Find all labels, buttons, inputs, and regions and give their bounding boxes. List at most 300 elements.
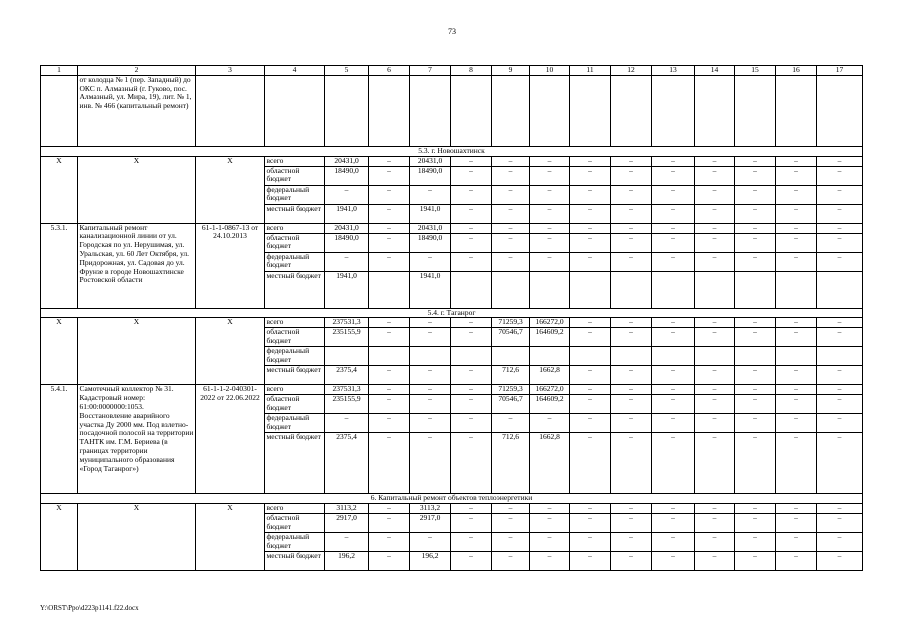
table-cell (410, 75, 451, 146)
value-cell: – (570, 223, 611, 233)
value-cell: – (492, 156, 530, 166)
value-cell: – (369, 385, 410, 395)
value-cell: – (652, 204, 695, 223)
value-cell: – (611, 166, 652, 185)
x-mark: X (78, 504, 196, 571)
x-mark: X (78, 156, 196, 223)
table-cell (369, 75, 410, 146)
value-cell: 70546,7 (492, 395, 530, 414)
value-cell (695, 271, 735, 308)
value-cell: – (735, 252, 776, 271)
column-number: 6 (369, 66, 410, 76)
value-cell: – (410, 433, 451, 494)
value-cell: – (369, 366, 410, 385)
value-cell: – (652, 185, 695, 204)
value-cell: – (570, 204, 611, 223)
funding-source-label: всего (265, 223, 325, 233)
column-number: 11 (570, 66, 611, 76)
value-cell (451, 347, 492, 366)
funding-source-label: федеральный бюджет (265, 347, 325, 366)
value-cell: – (530, 414, 570, 433)
section-row (41, 308, 863, 318)
funding-source-label: федеральный бюджет (265, 252, 325, 271)
value-cell: 3113,2 (325, 504, 369, 514)
table-cell (265, 75, 325, 146)
value-cell: – (735, 533, 776, 552)
value-cell (570, 347, 611, 366)
value-cell: – (570, 166, 611, 185)
funding-source-label: областной бюджет (265, 166, 325, 185)
value-cell: – (652, 504, 695, 514)
value-cell: – (776, 223, 817, 233)
value-cell: 164609,2 (530, 395, 570, 414)
value-cell: – (652, 552, 695, 571)
value-cell: – (817, 252, 863, 271)
value-cell: – (776, 504, 817, 514)
value-cell: – (735, 233, 776, 252)
value-cell: – (817, 204, 863, 223)
value-cell: – (410, 366, 451, 385)
value-cell: – (652, 433, 695, 494)
value-cell: – (652, 166, 695, 185)
value-cell: – (776, 395, 817, 414)
header-row (41, 66, 863, 76)
value-cell: – (817, 414, 863, 433)
value-cell: – (325, 533, 369, 552)
value-cell: 20431,0 (325, 223, 369, 233)
value-cell: – (611, 552, 652, 571)
value-cell: – (492, 533, 530, 552)
value-cell: – (492, 166, 530, 185)
value-cell (410, 347, 451, 366)
value-cell: – (735, 395, 776, 414)
value-cell: – (776, 328, 817, 347)
value-cell: – (776, 204, 817, 223)
column-number: 1 (41, 66, 78, 76)
table-cell (570, 75, 611, 146)
value-cell: – (611, 328, 652, 347)
object-name: от колодца № 1 (пер. Западный) до ОКС п. Алмазный (г. Гуково, пос. Алмазный, ул. Мира, 19), лит. № 1, инв. № 466 (капитальный ремонт) (78, 75, 196, 146)
value-cell: – (492, 414, 530, 433)
object-document: 61-1-1-0867-13 от 24.10.2013 (196, 223, 265, 308)
value-cell: – (695, 533, 735, 552)
value-cell: 166272,0 (530, 318, 570, 328)
value-cell: – (817, 328, 863, 347)
column-number: 8 (451, 66, 492, 76)
funding-source-label: областной бюджет (265, 233, 325, 252)
section-row (41, 146, 863, 156)
value-cell: – (817, 318, 863, 328)
column-number: 13 (652, 66, 695, 76)
funding-source-label: всего (265, 504, 325, 514)
section-title: 5.3. г. Новошахтинск (41, 146, 863, 156)
value-cell: – (776, 552, 817, 571)
value-cell: – (776, 514, 817, 533)
value-cell: – (652, 233, 695, 252)
value-cell (652, 271, 695, 308)
value-cell: – (410, 318, 451, 328)
value-cell: – (492, 204, 530, 223)
value-cell: – (817, 395, 863, 414)
funding-source-label: областной бюджет (265, 514, 325, 533)
value-cell: – (369, 414, 410, 433)
value-cell: – (369, 204, 410, 223)
value-cell: – (611, 204, 652, 223)
value-cell: – (611, 414, 652, 433)
value-cell: – (451, 204, 492, 223)
value-cell: – (570, 252, 611, 271)
section-row (41, 494, 863, 504)
table-cell (652, 75, 695, 146)
value-cell: – (776, 185, 817, 204)
value-cell: – (735, 204, 776, 223)
budget-row-total (41, 156, 863, 166)
table-cell (530, 75, 570, 146)
table-cell (776, 75, 817, 146)
funding-source-label: местный бюджет (265, 204, 325, 223)
value-cell: 166272,0 (530, 385, 570, 395)
value-cell: – (735, 385, 776, 395)
value-cell: – (776, 385, 817, 395)
value-cell: 18490,0 (410, 166, 451, 185)
value-cell (611, 347, 652, 366)
value-cell: – (451, 252, 492, 271)
value-cell: – (817, 433, 863, 494)
value-cell: – (817, 514, 863, 533)
value-cell: – (695, 328, 735, 347)
value-cell: – (369, 166, 410, 185)
value-cell: – (611, 185, 652, 204)
value-cell: – (570, 385, 611, 395)
value-cell: – (369, 252, 410, 271)
value-cell: – (735, 156, 776, 166)
value-cell: – (369, 318, 410, 328)
value-cell: – (325, 252, 369, 271)
value-cell: – (410, 414, 451, 433)
column-number: 10 (530, 66, 570, 76)
value-cell: – (817, 533, 863, 552)
value-cell: – (652, 514, 695, 533)
table-cell (325, 75, 369, 146)
value-cell: 196,2 (410, 552, 451, 571)
budget-row-total (41, 504, 863, 514)
funding-source-label: всего (265, 318, 325, 328)
funding-source-label: местный бюджет (265, 552, 325, 571)
value-cell: – (611, 252, 652, 271)
value-cell (652, 347, 695, 366)
table-cell (492, 75, 530, 146)
x-mark: X (78, 318, 196, 385)
value-cell: – (492, 504, 530, 514)
column-number: 16 (776, 66, 817, 76)
value-cell: – (530, 552, 570, 571)
column-number: 17 (817, 66, 863, 76)
value-cell: – (611, 514, 652, 533)
value-cell: 235155,9 (325, 328, 369, 347)
value-cell: – (611, 366, 652, 385)
column-number: 2 (78, 66, 196, 76)
value-cell (492, 347, 530, 366)
value-cell: – (369, 433, 410, 494)
column-number: 15 (735, 66, 776, 76)
value-cell: – (652, 252, 695, 271)
value-cell: 18490,0 (325, 233, 369, 252)
value-cell: – (776, 156, 817, 166)
value-cell: – (570, 185, 611, 204)
value-cell: – (570, 233, 611, 252)
funding-source-label: местный бюджет (265, 366, 325, 385)
funding-source-label: областной бюджет (265, 328, 325, 347)
value-cell: – (369, 223, 410, 233)
value-cell: 20431,0 (325, 156, 369, 166)
value-cell: – (570, 318, 611, 328)
value-cell: – (776, 166, 817, 185)
value-cell: – (492, 552, 530, 571)
value-cell: – (735, 514, 776, 533)
value-cell: – (695, 504, 735, 514)
value-cell: – (570, 514, 611, 533)
value-cell: – (735, 328, 776, 347)
value-cell: – (570, 552, 611, 571)
value-cell (776, 347, 817, 366)
value-cell: – (735, 185, 776, 204)
value-cell: 2917,0 (410, 514, 451, 533)
column-number: 7 (410, 66, 451, 76)
value-cell (695, 347, 735, 366)
value-cell: – (652, 533, 695, 552)
value-cell: – (451, 366, 492, 385)
value-cell: – (492, 185, 530, 204)
value-cell (817, 347, 863, 366)
budget-row-total (41, 223, 863, 233)
value-cell: – (695, 185, 735, 204)
value-cell: – (410, 252, 451, 271)
funding-source-label: местный бюджет (265, 433, 325, 494)
value-cell: 235155,9 (325, 395, 369, 414)
value-cell: – (570, 156, 611, 166)
column-number: 12 (611, 66, 652, 76)
value-cell: – (611, 533, 652, 552)
value-cell: – (695, 252, 735, 271)
column-number: 14 (695, 66, 735, 76)
value-cell: – (570, 366, 611, 385)
value-cell: 1662,8 (530, 366, 570, 385)
value-cell: – (492, 233, 530, 252)
value-cell: – (652, 156, 695, 166)
section-title: 6. Капитальный ремонт объектов теплоэнергетики (41, 494, 863, 504)
value-cell: – (530, 252, 570, 271)
value-cell: – (369, 156, 410, 166)
value-cell: 20431,0 (410, 223, 451, 233)
value-cell: 2375,4 (325, 366, 369, 385)
value-cell: – (652, 223, 695, 233)
value-cell: – (451, 233, 492, 252)
value-cell: – (776, 533, 817, 552)
value-cell (369, 347, 410, 366)
value-cell: – (451, 552, 492, 571)
funding-source-label: федеральный бюджет (265, 414, 325, 433)
value-cell: – (325, 185, 369, 204)
x-mark: X (196, 318, 265, 385)
funding-source-label: всего (265, 385, 325, 395)
value-cell: – (776, 252, 817, 271)
value-cell: 237531,3 (325, 318, 369, 328)
value-cell: – (451, 504, 492, 514)
funding-source-label: местный бюджет (265, 271, 325, 308)
value-cell: – (652, 385, 695, 395)
value-cell: 2375,4 (325, 433, 369, 494)
value-cell: – (652, 366, 695, 385)
value-cell: 1941,0 (410, 204, 451, 223)
table-cell (695, 75, 735, 146)
funding-source-label: федеральный бюджет (265, 185, 325, 204)
value-cell (570, 271, 611, 308)
section-title: 5.4. г. Таганрог (41, 308, 863, 318)
value-cell: – (735, 318, 776, 328)
value-cell: 18490,0 (325, 166, 369, 185)
value-cell: – (451, 395, 492, 414)
value-cell: – (652, 318, 695, 328)
column-number: 4 (265, 66, 325, 76)
value-cell: – (695, 233, 735, 252)
value-cell: – (451, 514, 492, 533)
value-cell: 2917,0 (325, 514, 369, 533)
value-cell: – (695, 223, 735, 233)
value-cell: – (369, 328, 410, 347)
value-cell: – (451, 156, 492, 166)
value-cell: – (776, 414, 817, 433)
value-cell: 70546,7 (492, 328, 530, 347)
value-cell: – (410, 328, 451, 347)
value-cell: – (369, 395, 410, 414)
funding-source-label: всего (265, 156, 325, 166)
value-cell: – (492, 514, 530, 533)
value-cell (530, 347, 570, 366)
value-cell: – (611, 395, 652, 414)
value-cell: – (695, 366, 735, 385)
value-cell: – (776, 318, 817, 328)
value-cell: – (325, 414, 369, 433)
value-cell: – (735, 166, 776, 185)
value-cell: – (451, 166, 492, 185)
value-cell: – (611, 318, 652, 328)
value-cell: – (652, 414, 695, 433)
budget-row-total (41, 385, 863, 395)
value-cell: – (492, 223, 530, 233)
value-cell: – (735, 552, 776, 571)
table-cell (735, 75, 776, 146)
budget-row-total (41, 318, 863, 328)
value-cell: – (451, 533, 492, 552)
value-cell: – (695, 385, 735, 395)
value-cell: – (735, 433, 776, 494)
table-cell (41, 75, 78, 146)
continuation-row (41, 75, 863, 146)
object-number: 5.4.1. (41, 385, 78, 494)
value-cell: – (410, 185, 451, 204)
value-cell: – (369, 504, 410, 514)
value-cell: – (776, 366, 817, 385)
value-cell: – (451, 318, 492, 328)
value-cell: – (611, 156, 652, 166)
x-mark: X (41, 504, 78, 571)
value-cell: – (451, 185, 492, 204)
value-cell: – (776, 233, 817, 252)
value-cell: – (530, 185, 570, 204)
value-cell: – (410, 385, 451, 395)
footer-file-path: Y:\ORST\Ppo\d223p1141.f22.docx (40, 604, 139, 612)
value-cell: 18490,0 (410, 233, 451, 252)
value-cell: 1941,0 (410, 271, 451, 308)
value-cell: – (817, 166, 863, 185)
x-mark: X (196, 156, 265, 223)
value-cell: – (530, 533, 570, 552)
value-cell: – (817, 552, 863, 571)
value-cell: – (570, 395, 611, 414)
value-cell (451, 271, 492, 308)
value-cell: – (369, 533, 410, 552)
value-cell: 20431,0 (410, 156, 451, 166)
value-cell: – (530, 514, 570, 533)
value-cell: 1662,8 (530, 433, 570, 494)
budget-table (40, 65, 863, 571)
value-cell: – (695, 433, 735, 494)
value-cell: – (817, 504, 863, 514)
value-cell: – (652, 395, 695, 414)
object-name: Самотечный коллектор № 31. Кадастровый номер: 61:00:0000000:1053. Восстановление аварийного участка Ду 2000 мм. Под взлетно-посадочной полосой на территории ТАНТК им. Г.М. Бериева (в границах территории муниципального образования «Город Таганрог») (78, 385, 196, 494)
object-number: 5.3.1. (41, 223, 78, 308)
value-cell: – (695, 166, 735, 185)
value-cell: 712,6 (492, 366, 530, 385)
value-cell: 164609,2 (530, 328, 570, 347)
value-cell: – (570, 433, 611, 494)
value-cell: – (817, 385, 863, 395)
value-cell (530, 271, 570, 308)
value-cell: – (695, 552, 735, 571)
value-cell: – (695, 414, 735, 433)
value-cell: – (695, 395, 735, 414)
value-cell: – (369, 552, 410, 571)
value-cell: – (611, 385, 652, 395)
value-cell: – (570, 328, 611, 347)
value-cell: – (451, 385, 492, 395)
page-number: 73 (448, 27, 456, 36)
value-cell (735, 347, 776, 366)
value-cell: – (611, 223, 652, 233)
value-cell: 71259,3 (492, 318, 530, 328)
column-number: 3 (196, 66, 265, 76)
value-cell: 71259,3 (492, 385, 530, 395)
value-cell: – (451, 328, 492, 347)
value-cell: 1941,0 (325, 204, 369, 223)
table-cell (196, 75, 265, 146)
funding-source-label: областной бюджет (265, 395, 325, 414)
value-cell: – (570, 504, 611, 514)
value-cell: – (652, 328, 695, 347)
value-cell: – (451, 433, 492, 494)
x-mark: X (196, 504, 265, 571)
x-mark: X (41, 318, 78, 385)
value-cell: – (817, 366, 863, 385)
value-cell: 237531,3 (325, 385, 369, 395)
object-document: 61-1-1-2-040301-2022 от 22.06.2022 (196, 385, 265, 494)
value-cell: – (410, 395, 451, 414)
value-cell: – (735, 223, 776, 233)
value-cell: – (530, 223, 570, 233)
value-cell (817, 271, 863, 308)
value-cell: – (695, 318, 735, 328)
value-cell: – (695, 156, 735, 166)
